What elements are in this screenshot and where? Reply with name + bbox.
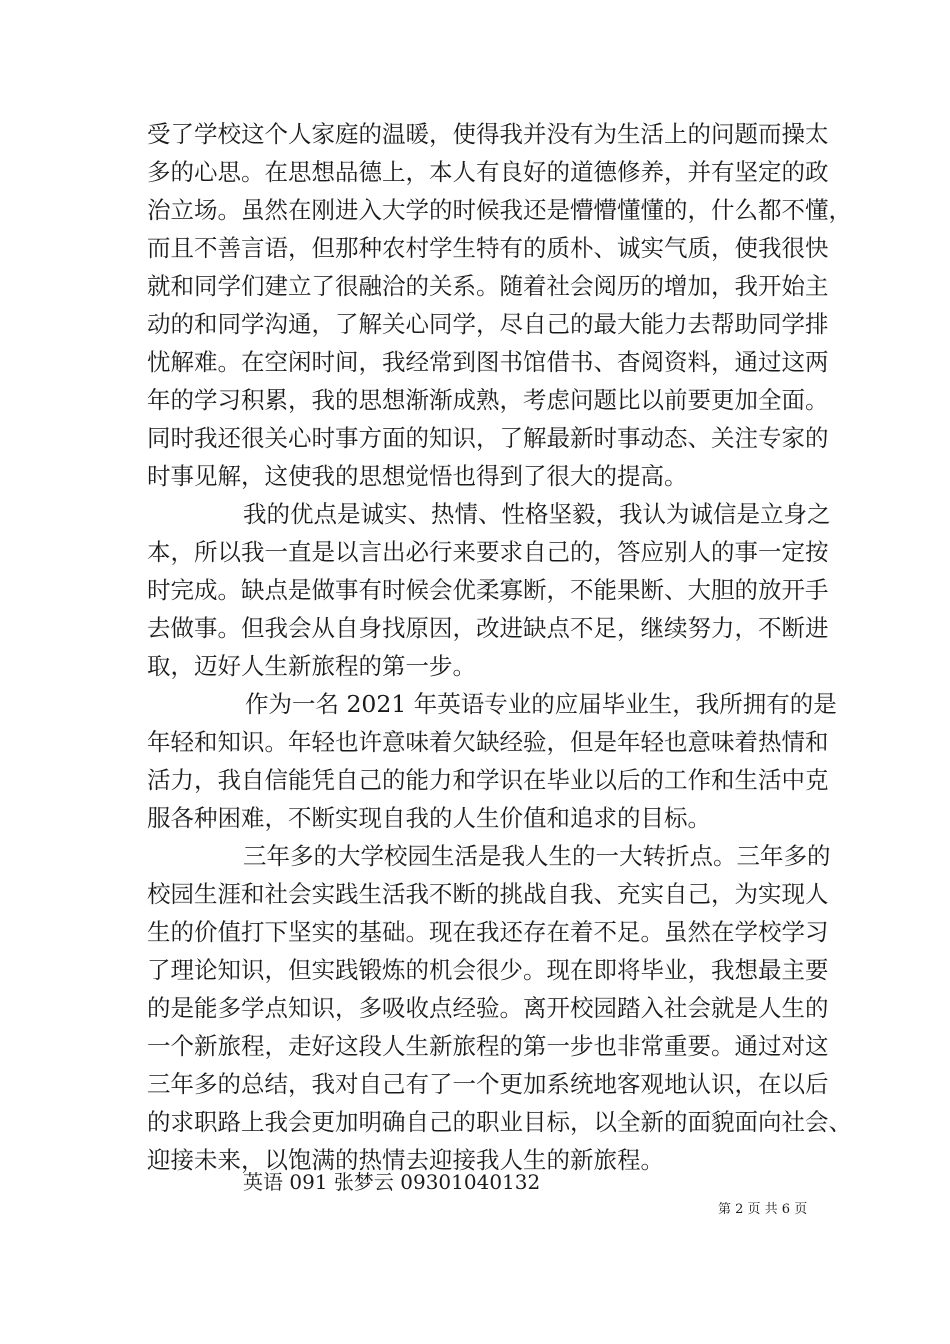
body-line: 校园生涯和社会实践生活我不断的挑战自我、充实自己，为实现人 bbox=[147, 880, 829, 908]
body-line: 迎接未来，以饱满的热情去迎接我人生的新旅程。 bbox=[147, 1146, 664, 1174]
body-line: 活力，我自信能凭自己的能力和学识在毕业以后的工作和生活中克 bbox=[147, 766, 829, 794]
body-line: 年轻和知识。年轻也许意味着欠缺经验，但是年轻也意味着热情和 bbox=[147, 728, 829, 756]
signature-line: 英语 091 张梦云 09301040132 bbox=[243, 1170, 541, 1194]
body-line: 同时我还很关心时事方面的知识，了解最新时事动态、关注专家的 bbox=[147, 424, 829, 452]
body-line: 多的心思。在思想品德上，本人有良好的道德修养，并有坚定的政 bbox=[147, 158, 829, 186]
paragraph-first-line: 作为一名 2021 年英语专业的应届毕业生，我所拥有的是 bbox=[245, 690, 837, 718]
paragraph-first-line: 三年多的大学校园生活是我人生的一大转折点。三年多的 bbox=[243, 842, 831, 870]
body-line: 时事见解，这使我的思想觉悟也得到了很大的提高。 bbox=[147, 462, 688, 490]
body-line: 去做事。但我会从自身找原因，改进缺点不足，继续努力，不断进 bbox=[147, 614, 829, 642]
body-line: 忧解难。在空闲时间，我经常到图书馆借书、杳阅资料，通过这两 bbox=[147, 348, 829, 376]
paragraph-first-line: 我的优点是诚实、热情、性格坚毅，我认为诚信是立身之 bbox=[243, 500, 831, 528]
body-line: 一个新旅程，走好这段人生新旅程的第一步也非常重要。通过对这 bbox=[147, 1032, 829, 1060]
body-line: 而且不善言语，但那种农村学生特有的质朴、诚实气质，使我很快 bbox=[147, 234, 829, 262]
body-line: 生的价值打下坚实的基础。现在我还存在着不足。虽然在学校学习 bbox=[147, 918, 829, 946]
body-line: 的是能多学点知识，多吸收点经验。离开校园踏入社会就是人生的 bbox=[147, 994, 829, 1022]
body-line: 受了学校这个人家庭的温暖，使得我并没有为生活上的问题而操太 bbox=[147, 120, 829, 148]
body-line: 服各种困难，不断实现自我的人生价值和追求的目标。 bbox=[147, 804, 711, 832]
body-line: 的求职路上我会更加明确自己的职业目标，以全新的面貌面向社会、 bbox=[147, 1108, 852, 1136]
body-line: 取，迈好人生新旅程的第一步。 bbox=[147, 652, 476, 680]
body-line: 就和同学们建立了很融洽的关系。随着社会阅历的增加，我开始主 bbox=[147, 272, 829, 300]
body-line: 时完成。缺点是做事有时候会优柔寡断，不能果断、大胆的放开手 bbox=[147, 576, 829, 604]
page-footer: 第 2 页 共 6 页 bbox=[718, 1202, 808, 1217]
body-line: 动的和同学沟通，了解关心同学，尽自己的最大能力去帮助同学排 bbox=[147, 310, 829, 338]
body-line: 了理论知识，但实践锻炼的机会很少。现在即将毕业，我想最主要 bbox=[147, 956, 829, 984]
body-line: 本，所以我一直是以言出必行来要求自己的，答应别人的事一定按 bbox=[147, 538, 829, 566]
body-line: 治立场。虽然在刚进入大学的时候我还是懵懵懂懂的，什么都不懂， bbox=[147, 196, 852, 224]
body-line: 年的学习积累，我的思想渐渐成熟，考虑问题比以前要更加全面。 bbox=[147, 386, 829, 414]
body-line: 三年多的总结，我对自己有了一个更加系统地客观地认识，在以后 bbox=[147, 1070, 829, 1098]
